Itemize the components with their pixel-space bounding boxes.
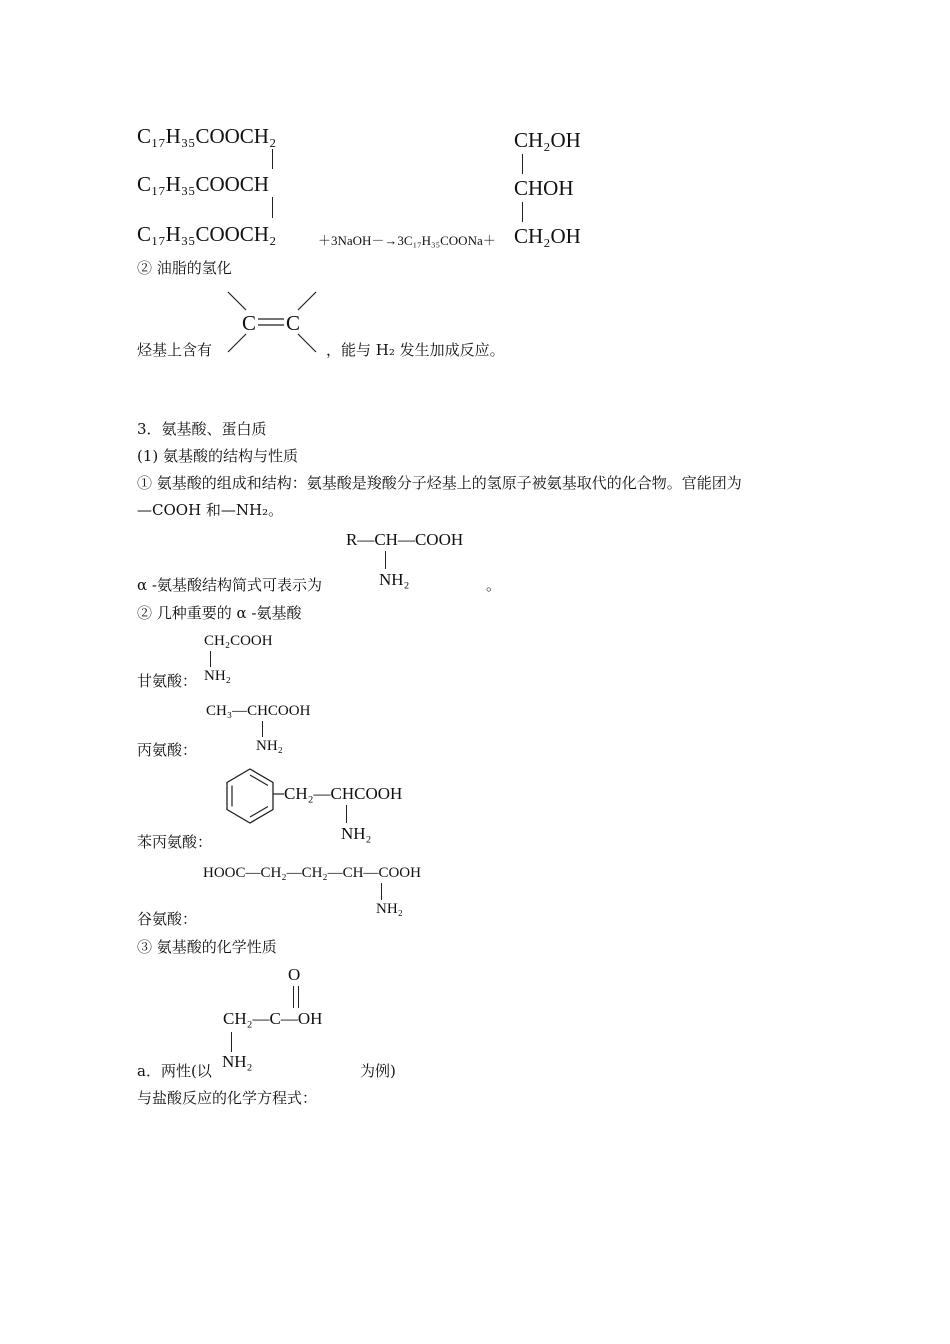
alkene-carbon-1: C xyxy=(242,311,257,335)
glycine-example-amino: NH₂ xyxy=(222,1052,253,1071)
bond-line xyxy=(346,805,347,823)
glutamic-acid-label: 谷氨酸： xyxy=(137,910,198,928)
phenylalanine-label: 苯丙氨酸： xyxy=(137,833,213,851)
general-formula-amino: NH₂ xyxy=(379,570,410,589)
glutamic-acid-chain: HOOC—CH₂—CH₂—CH—COOH xyxy=(203,865,421,881)
carbonyl-oxygen: O xyxy=(288,965,301,984)
bond-line xyxy=(381,883,382,900)
phenylalanine-chain: CH₂—CHCOOH xyxy=(284,784,403,803)
bond-line xyxy=(262,721,263,737)
hydrogenation-text-after: ，能与 H₂ 发生加成反应。 xyxy=(326,341,505,359)
subsection-heading: (1) 氨基酸的结构与性质 xyxy=(137,447,299,465)
phenylalanine-amino: NH₂ xyxy=(341,824,372,843)
glycerol-line-1: CH₂OH xyxy=(514,128,581,152)
glycine-chain: CH₂COOH xyxy=(204,633,273,649)
amphoteric-end: 为例) xyxy=(360,1062,396,1080)
bond-line xyxy=(522,202,523,222)
bond-line xyxy=(272,149,273,169)
double-bond-line-left xyxy=(293,986,294,1008)
hydrogenation-heading: ② 油脂的氢化 xyxy=(137,259,232,277)
paragraph-line-2: —COOH 和—NH₂。 xyxy=(137,501,284,519)
glycine-amino: NH₂ xyxy=(204,668,231,684)
fat-formula-line-1: C₁₇H₃₅COOCH₂ xyxy=(137,124,277,148)
general-formula-chain: R—CH—COOH xyxy=(346,530,464,549)
alanine-chain: CH₃—CHCOOH xyxy=(206,703,311,719)
fat-formula-line-3: C₁₇H₃₅COOCH₂ xyxy=(137,222,277,246)
section-heading: 3．氨基酸、蛋白质 xyxy=(137,420,267,438)
fat-formula-line-2: C₁₇H₃₅COOCH xyxy=(137,172,269,196)
alanine-amino: NH₂ xyxy=(256,738,283,754)
period: 。 xyxy=(486,576,502,594)
benzene-ring-icon xyxy=(220,766,280,826)
glycine-example-chain: CH₂—C—OH xyxy=(223,1009,323,1028)
glutamic-acid-amino: NH₂ xyxy=(376,901,403,917)
bond-line xyxy=(231,1032,232,1052)
amphoteric-label: a．两性(以 xyxy=(137,1062,212,1080)
glycerol-line-3: CH₂OH xyxy=(514,224,581,248)
chemical-properties-heading: ③ 氨基酸的化学性质 xyxy=(137,938,277,956)
alkene-bonds-icon xyxy=(224,288,324,358)
bond-line xyxy=(522,154,523,174)
glycine-label: 甘氨酸： xyxy=(137,672,198,690)
double-bond-line-right xyxy=(298,986,299,1008)
paragraph-line-1: ① 氨基酸的组成和结构：氨基酸是羧酸分子烃基上的氢原子被氨基取代的化合物。官能团为 xyxy=(137,474,742,492)
alkene-carbon-2: C xyxy=(286,311,301,335)
hcl-reaction-heading: 与盐酸反应的化学方程式： xyxy=(137,1089,318,1107)
general-formula-label: α -氨基酸结构简式可表示为 xyxy=(137,576,322,594)
alanine-label: 丙氨酸： xyxy=(137,741,198,759)
bond-line xyxy=(210,651,211,667)
important-amino-acids-heading: ② 几种重要的 α -氨基酸 xyxy=(137,604,302,622)
bond-line xyxy=(272,197,273,218)
hydrogenation-text-before: 烃基上含有 xyxy=(137,341,213,359)
reaction-reagents-products: ＋3NaOH－→3C₁₇H₃₅COONa＋ xyxy=(318,233,496,248)
glycerol-line-2: CHOH xyxy=(514,176,574,200)
bond-line xyxy=(385,551,386,569)
